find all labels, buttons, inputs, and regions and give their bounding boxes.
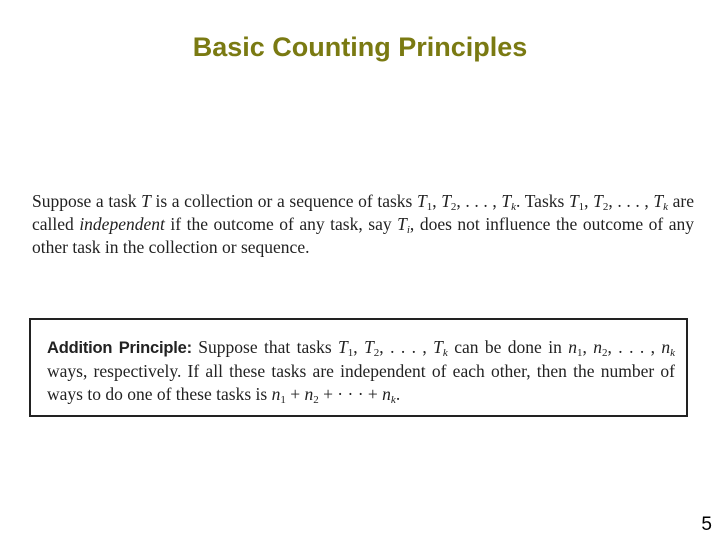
text: Suppose a task [32, 191, 142, 211]
text: . Tasks [516, 191, 569, 211]
math-n: n [271, 384, 281, 404]
subscript: k [670, 347, 676, 359]
text: , . . . , [379, 337, 434, 357]
math-T: T [653, 191, 664, 211]
emphasis-independent: independent [79, 214, 165, 234]
slide-title: Basic Counting Principles [192, 32, 528, 62]
text: + [285, 384, 305, 404]
math-n: n [304, 384, 314, 404]
addition-principle-box [29, 318, 688, 417]
subscript: 1 [280, 394, 286, 406]
subscript: k [511, 201, 517, 213]
subscript: 2 [313, 394, 319, 406]
math-T: T [568, 191, 579, 211]
subscript: k [442, 347, 448, 359]
text: , [353, 337, 365, 357]
math-n: n [593, 337, 603, 357]
addition-principle-heading: Addition Principle: [47, 339, 192, 357]
subscript: k [390, 394, 396, 406]
text: , . . . , [608, 191, 654, 211]
math-T: T [593, 191, 603, 211]
math-T: T [338, 337, 348, 357]
text: ways, respectively. If all these tasks are independent of each other, then the number of ways to do one of these tasks is [47, 361, 675, 404]
math-T: T [364, 337, 374, 357]
math-T: T [441, 191, 451, 211]
text: are called [32, 191, 694, 234]
text: if the outcome of any task, say [164, 214, 398, 234]
math-T: T [416, 191, 427, 211]
text: , [582, 337, 594, 357]
subscript: 2 [602, 347, 608, 359]
math-T: T [141, 191, 151, 211]
text: , . . . , [456, 191, 502, 211]
subscript: 1 [347, 347, 354, 359]
subscript: 2 [602, 201, 609, 213]
subscript: i [406, 224, 410, 236]
math-T: T [433, 337, 443, 357]
text: , . . . , [607, 337, 662, 357]
text: , [432, 191, 442, 211]
math-n: n [382, 384, 391, 404]
math-T: T [501, 191, 512, 211]
subscript: k [663, 201, 669, 213]
text: is a collection or a sequence of tasks [150, 191, 417, 211]
text: + · · · + [318, 384, 383, 404]
text: . [395, 384, 401, 404]
math-n: n [661, 337, 671, 357]
page-number: 5 [701, 514, 712, 535]
addition-principle-text [47, 336, 675, 406]
subscript: 2 [450, 201, 457, 213]
math-n: n [568, 337, 577, 357]
text: Suppose that tasks [191, 337, 339, 357]
text: , does not influence the outcome of any other task in the collection or sequence. [32, 214, 695, 257]
subscript: 1 [426, 201, 433, 213]
subscript: 1 [578, 201, 585, 213]
text: , [584, 191, 594, 211]
independence-definition [32, 190, 694, 259]
subscript: 2 [373, 347, 380, 359]
text: can be done in [447, 337, 569, 357]
subscript: 1 [576, 347, 583, 359]
math-T: T [397, 214, 407, 234]
